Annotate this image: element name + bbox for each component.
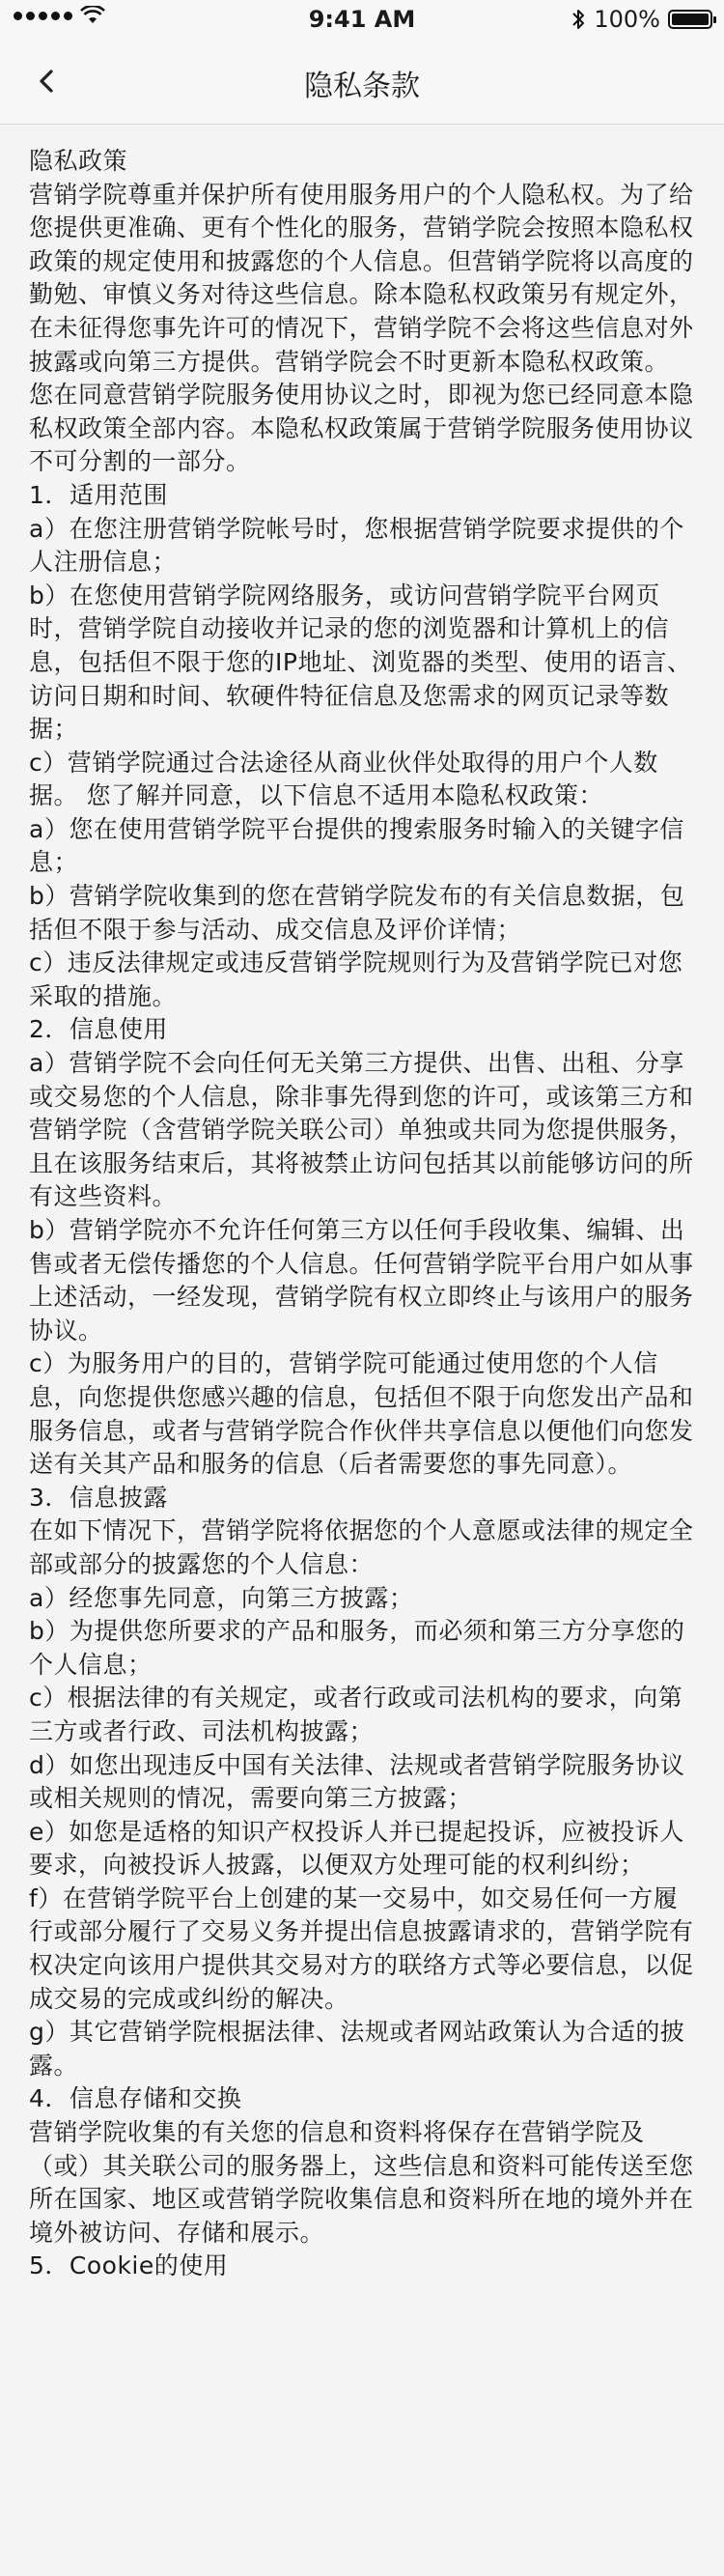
policy-paragraph: c）为服务用户的目的，营销学院可能通过使用您的个人信息，向您提供您感兴趣的信息，包括但不限于向您发出产品和服务信息，或者与营销学院合作伙伴共享信息以便他们向您发送有关其产品和服务的信息（后者需要您的事先同意）。 bbox=[29, 1349, 694, 1479]
policy-paragraph: 2．信息使用 bbox=[29, 1015, 168, 1044]
policy-paragraph: b）营销学院收集到的您在营销学院发布的有关信息数据，包括但不限于参与活动、成交信息及评价详情； bbox=[29, 882, 685, 944]
policy-paragraph: d）如您出现违反中国有关法律、法规或者营销学院服务协议或相关规则的情况，需要向第三方披露； bbox=[29, 1750, 685, 1813]
policy-paragraph: c）营销学院通过合法途径从商业伙伴处取得的用户个人数据。 您了解并同意，以下信息不适用本隐私权政策： bbox=[29, 748, 658, 810]
policy-paragraph: 4．信息存储和交换 bbox=[29, 2084, 242, 2113]
policy-paragraph: 1．适用范围 bbox=[29, 480, 168, 509]
policy-paragraph: f）在营销学院平台上创建的某一交易中，如交易任何一方履行或部分履行了交易义务并提出信息披露请求的，营销学院有权决定向该用户提供其交易对方的联络方式等必要信息，以促成交易的完成或纠纷的解决。 bbox=[29, 1883, 694, 2013]
policy-paragraph: a）您在使用营销学院平台提供的搜索服务时输入的关键字信息； bbox=[29, 814, 684, 877]
policy-paragraph: b）营销学院亦不允许任何第三方以任何手段收集、编辑、出售或者无偿传播您的个人信息。任何营销学院平台用户如从事上述活动，一经发现，营销学院有权立即终止与该用户的服务协议。 bbox=[29, 1216, 694, 1345]
policy-paragraph: b）在您使用营销学院网络服务，或访问营销学院平台网页时，营销学院自动接收并记录的您的浏览器和计算机上的信息，包括但不限于您的IP地址、浏览器的类型、使用的语言、访问日期和时间、软硬件特征信息及您需求的网页记录等数据； bbox=[29, 580, 692, 744]
policy-paragraph: g）其它营销学院根据法律、法规或者网站政策认为合适的披露。 bbox=[29, 2018, 685, 2080]
navigation-bar bbox=[0, 39, 724, 125]
policy-paragraph: c）违反法律规定或违反营销学院规则行为及营销学院已对您采取的措施。 bbox=[29, 948, 683, 1010]
policy-paragraph: b）为提供您所要求的产品和服务，而必须和第三方分享您的个人信息； bbox=[29, 1617, 685, 1679]
bluetooth-icon bbox=[571, 8, 586, 31]
policy-paragraph: 在如下情况下，营销学院将依据您的个人意愿或法律的规定全部或部分的披露您的个人信息： bbox=[29, 1516, 694, 1578]
policy-paragraph: 3．信息披露 bbox=[29, 1483, 168, 1512]
status-time: 9:41 AM bbox=[308, 6, 416, 33]
status-right bbox=[571, 6, 712, 33]
privacy-policy-content bbox=[29, 145, 695, 2283]
policy-paragraph: a）在您注册营销学院帐号时，您根据营销学院要求提供的个人注册信息； bbox=[29, 514, 684, 577]
policy-paragraph: e）如您是适格的知识产权投诉人并已提起投诉，应被投诉人要求，向被投诉人披露，以便双方处理可能的权利纠纷； bbox=[29, 1817, 684, 1880]
page-title: 隐私条款 bbox=[304, 70, 420, 103]
policy-paragraph: 营销学院尊重并保护所有使用服务用户的个人隐私权。为了给您提供更准确、更有个性化的服务，营销学院会按照本隐私权政策的规定使用和披露您的个人信息。但营销学院将以高度的勤勉、审慎义务对待这些信息。除本隐私权政策另有规定外，在未征得您事先许可的情况下，营销学院不会将这些信息对外披露或向第三方提供。营销学院会不时更新本隐私权政策。 您在同意营销学院服务使用协议之时，即视为您已经同意本隐私权政策全部内容。本隐私权政策属于营销学院服务使用协议不可分割的一部分。 bbox=[29, 180, 694, 476]
status-bar bbox=[0, 0, 724, 39]
policy-paragraph: c）根据法律的有关规定，或者行政或司法机构的要求，向第三方或者行政、司法机构披露； bbox=[29, 1684, 683, 1745]
battery-icon bbox=[668, 10, 712, 29]
policy-paragraph: 隐私政策 bbox=[29, 147, 128, 175]
policy-paragraph: a）营销学院不会向任何无关第三方提供、出售、出租、分享或交易您的个人信息，除非事先得到您的许可，或该第三方和营销学院（含营销学院关联公司）单独或共同为您提供服务，且在该服务结束后，其将被禁止访问包括其以前能够访问的所有这些资料。 bbox=[29, 1049, 694, 1211]
policy-paragraph: 5．Cookie的使用 bbox=[29, 2251, 229, 2280]
battery-percent: 100% bbox=[594, 6, 660, 33]
policy-paragraph: a）经您事先同意，向第三方披露； bbox=[29, 1583, 414, 1612]
policy-paragraph: 营销学院收集的有关您的信息和资料将保存在营销学院及（或）其关联公司的服务器上，这些信息和资料可能传送至您所在国家、地区或营销学院收集信息和资料所在地的境外并在境外被访问、存储和展示。 bbox=[29, 2118, 694, 2247]
